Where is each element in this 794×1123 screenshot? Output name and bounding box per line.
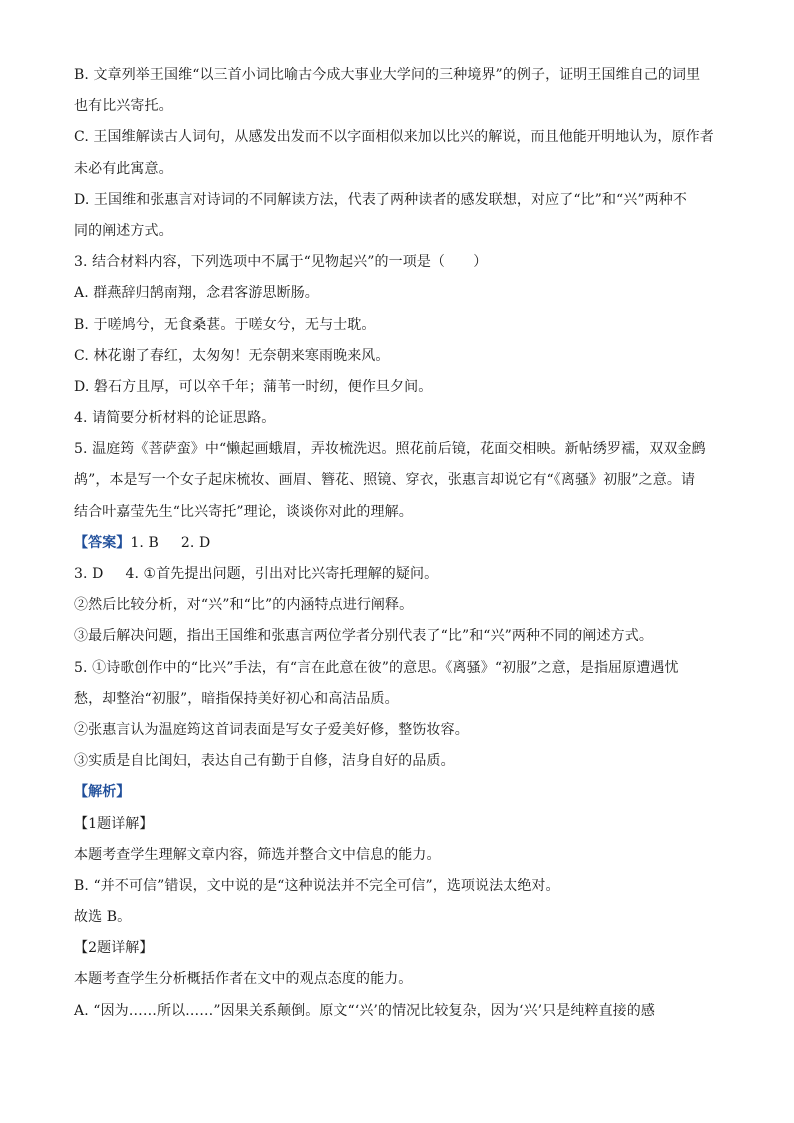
- answer-tag: 【答案】: [74, 534, 131, 551]
- document-page: [74, 60, 724, 1027]
- q2-detail-heading: 【2题详解】: [74, 940, 154, 957]
- analysis-tag: 【解析】: [74, 784, 131, 801]
- answer-text: ②然后比较分析，对“兴”和“比”的内涵特点进行阐释。: [74, 597, 414, 614]
- answer-line-1: [74, 528, 724, 559]
- option-d: D. 磐石方且厚，可以卒千年；蒲苇一时纫，便作旦夕间。: [74, 378, 433, 395]
- question-5: 5. 温庭筠《菩萨蛮》中“懒起画蛾眉，弄妆梳洗迟。照花前后镜，花面交相映。新帖绣罗襦，双双金鹧: [74, 441, 706, 458]
- answer-line-2: [74, 559, 724, 590]
- option-c: C. 林花谢了春红，太匆匆！无奈朝来寒雨晚来风。: [74, 347, 390, 364]
- analysis-text: 本题考查学生理解文章内容，筛选并整合文中信息的能力。: [74, 846, 441, 863]
- text-line: B. 文章列举王国维“以三首小词比喻古今成大事业大学问的三种境界”的例子，证明王国维自己的词里: [74, 67, 701, 83]
- answer-text: ②张惠言认为温庭筠这首词表面是写女子爱美好修，整饬妆容。: [74, 721, 469, 738]
- text-line: 鸪”，本是写一个女子起床梳妆、画眉、簪花、照镜、穿衣，张惠言却说它有“《离骚》初服”之意。请: [74, 472, 696, 489]
- answer-text: 愁，却整治“初服”，暗指保持美好初心和高洁品质。: [74, 690, 399, 707]
- text-line: D. 王国维和张惠言对诗词的不同解读方法，代表了两种读者的感发联想，对应了“比”和“兴”两种不: [74, 191, 687, 208]
- answer-text: ③实质是自比闺妇，表达自己有勤于自修，洁身自好的品质。: [74, 753, 455, 770]
- answer-1: 1. B: [130, 534, 159, 551]
- question-4: 4. 请简要分析材料的论证思路。: [74, 410, 276, 427]
- answer-text: ③最后解决问题，指出王国维和张惠言两位学者分别代表了“比”和“兴”两种不同的阐述方式。: [74, 628, 653, 645]
- text-line: 结合叶嘉莹先生“比兴寄托”理论，谈谈你对此的理解。: [74, 503, 413, 520]
- question-3: 3. 结合材料内容，下列选项中不属于“见物起兴”的一项是（ ）: [74, 254, 488, 271]
- answer-3: 3. D: [74, 566, 104, 582]
- analysis-text: 故选 B。: [74, 909, 132, 926]
- analysis-text: B. “并不可信”错误，文中说的是“这种说法并不完全可信”，选项说法太绝对。: [74, 877, 560, 894]
- answer-2: 2. D: [180, 534, 211, 551]
- text-line: 未必有此寓意。: [74, 160, 173, 177]
- option-b: B. 于嗟鸠兮，无食桑葚。于嗟女兮，无与士耽。: [74, 316, 376, 333]
- answer-text: 5. ①诗歌创作中的“比兴”手法，有“言在此意在彼”的意思。《离骚》“初服”之意，是指屈原遭遇忧: [74, 659, 679, 676]
- answer-4: 4. ①首先提出问题，引出对比兴寄托理解的疑问。: [125, 566, 439, 582]
- text-line: 同的阐述方式。: [74, 222, 173, 239]
- analysis-text: 本题考查学生分析概括作者在文中的观点态度的能力。: [74, 971, 413, 988]
- q1-detail-heading: 【1题详解】: [74, 815, 154, 832]
- text-line: C. 王国维解读古人词句，从感发出发而不以字面相似来加以比兴的解说，而且他能开明地认为，原作者: [74, 129, 714, 146]
- text-line: 也有比兴寄托。: [74, 98, 173, 115]
- option-a: A. 群燕辞归鹄南翔，念君客游思断肠。: [74, 285, 319, 302]
- analysis-text: A. “因为……所以……”因果关系颠倒。原文“‘兴’的情况比较复杂，因为‘兴’只是纯粹直接的感: [74, 1002, 655, 1019]
